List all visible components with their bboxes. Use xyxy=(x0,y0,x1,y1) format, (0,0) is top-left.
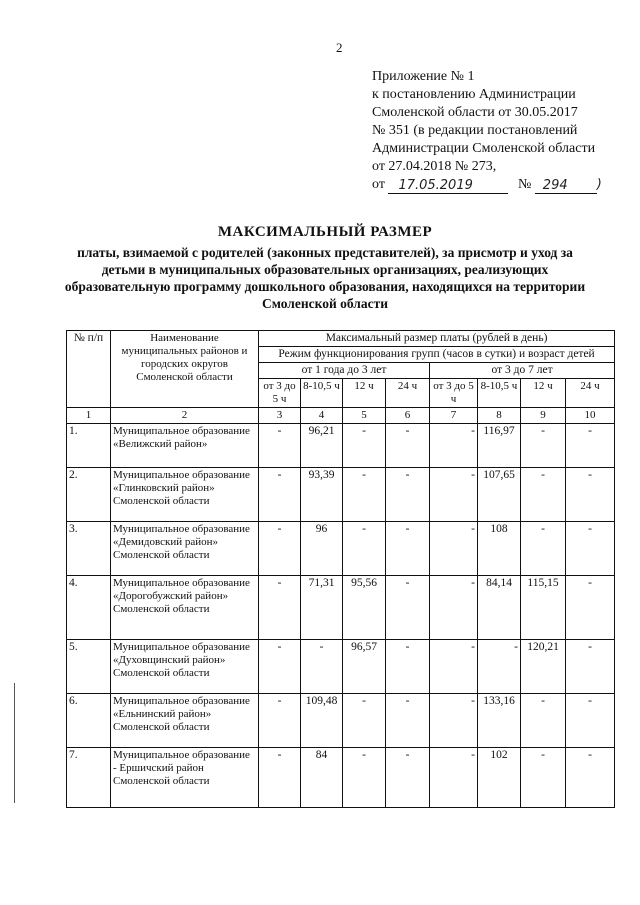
column-number: 3 xyxy=(259,408,301,424)
fee-value: - xyxy=(566,640,615,694)
header-mode: 24 ч xyxy=(566,379,615,408)
header-district-name: Наименование муниципальных районов и городских округов Смоленской области xyxy=(111,331,259,408)
document-subtitle: платы, взимаемой с родителей (законных представителей), за присмотр и уход за детьми в муниципальных образовательных организациях, реализующих образовательную программу дошкольного образования, находящихся на территории Смоленской области xyxy=(64,245,586,311)
table-row xyxy=(67,576,615,640)
header-mode: 24 ч xyxy=(386,379,430,408)
fee-value: - xyxy=(386,468,430,522)
fee-value: - xyxy=(521,522,566,576)
fee-value: - xyxy=(386,424,430,468)
fee-value: 84 xyxy=(301,748,343,808)
fee-value: - xyxy=(259,522,301,576)
district-name: Муниципальное образование «Глинковский район» Смоленской области xyxy=(111,468,259,522)
amendment-date-line xyxy=(372,176,632,196)
district-name: Муниципальное образование «Духовщинский район» Смоленской области xyxy=(111,640,259,694)
fee-value: 107,65 xyxy=(478,468,521,522)
fee-value: 96,57 xyxy=(343,640,386,694)
column-number: 1 xyxy=(67,408,111,424)
column-number: 4 xyxy=(301,408,343,424)
header-number: № п/п xyxy=(67,331,111,408)
fee-value: - xyxy=(386,694,430,748)
fee-value: - xyxy=(521,694,566,748)
district-name: Муниципальное образование «Ельнинский район» Смоленской области xyxy=(111,694,259,748)
column-number: 5 xyxy=(343,408,386,424)
header-group-mode: Режим функционирования групп (часов в сутки) и возраст детей xyxy=(259,347,615,363)
row-number: 5. xyxy=(67,640,111,694)
fee-value: - xyxy=(301,640,343,694)
column-number: 2 xyxy=(111,408,259,424)
fee-value: 109,48 xyxy=(301,694,343,748)
table-row xyxy=(67,748,615,808)
appendix-line: № 351 (в редакции постановлений xyxy=(372,123,578,138)
fee-value: - xyxy=(430,694,478,748)
column-number: 9 xyxy=(521,408,566,424)
fee-value: - xyxy=(259,468,301,522)
fee-value: - xyxy=(566,424,615,468)
fee-value: 84,14 xyxy=(478,576,521,640)
fee-value: - xyxy=(386,748,430,808)
header-mode: 12 ч xyxy=(521,379,566,408)
fee-value: - xyxy=(343,424,386,468)
header-mode: 8-10,5 ч xyxy=(478,379,521,408)
fee-value: - xyxy=(566,468,615,522)
fee-value: - xyxy=(566,694,615,748)
district-name: Муниципальное образование - Ершичский район Смоленской области xyxy=(111,748,259,808)
fee-value: 120,21 xyxy=(521,640,566,694)
appendix-line: Администрации Смоленской области xyxy=(372,141,596,156)
header-age-1-3: от 1 года до 3 лет xyxy=(259,363,430,379)
fee-value: - xyxy=(430,468,478,522)
handwritten-number-field xyxy=(535,177,597,194)
fee-value: - xyxy=(566,576,615,640)
fee-value: - xyxy=(259,748,301,808)
row-number: 4. xyxy=(67,576,111,640)
fee-value: - xyxy=(343,694,386,748)
district-name: Муниципальное образование «Дорогобужский район» Смоленской области xyxy=(111,576,259,640)
fee-value: - xyxy=(343,522,386,576)
fee-table xyxy=(66,330,615,808)
handwritten-date: 17.05.2019 xyxy=(398,178,473,193)
fee-value: - xyxy=(259,576,301,640)
fee-value: - xyxy=(521,468,566,522)
fee-value: - xyxy=(430,748,478,808)
fee-value: - xyxy=(521,424,566,468)
fee-value: 133,16 xyxy=(478,694,521,748)
fee-value: - xyxy=(430,640,478,694)
fee-value: - xyxy=(386,576,430,640)
page-number: 2 xyxy=(336,40,343,55)
appendix-line: Смоленской области от 30.05.2017 xyxy=(372,105,578,120)
fee-value: 102 xyxy=(478,748,521,808)
row-number: 2. xyxy=(67,468,111,522)
fee-value: - xyxy=(478,640,521,694)
table-row xyxy=(67,424,615,468)
table-row xyxy=(67,468,615,522)
appendix-block xyxy=(372,68,632,196)
column-number-row xyxy=(67,408,615,424)
fee-value: - xyxy=(566,522,615,576)
fee-value: 95,56 xyxy=(343,576,386,640)
fee-value: - xyxy=(430,522,478,576)
closing-paren: ) xyxy=(596,177,602,192)
header-mode: от 3 до 5 ч xyxy=(430,379,478,408)
appendix-line: от 27.04.2018 № 273, xyxy=(372,159,497,174)
document-title: МАКСИМАЛЬНЫЙ РАЗМЕР xyxy=(217,224,433,240)
fee-value: 115,15 xyxy=(521,576,566,640)
handwritten-number: 294 xyxy=(542,178,568,193)
appendix-line: Приложение № 1 xyxy=(372,69,475,84)
fee-value: - xyxy=(259,424,301,468)
table-row xyxy=(67,640,615,694)
fee-value: - xyxy=(386,522,430,576)
scan-edge-mark xyxy=(14,683,15,803)
row-number: 3. xyxy=(67,522,111,576)
column-number: 10 xyxy=(566,408,615,424)
no-label: № xyxy=(517,177,532,192)
header-mode: от 3 до 5 ч xyxy=(259,379,301,408)
handwritten-date-field xyxy=(388,177,508,194)
fee-value: - xyxy=(430,576,478,640)
fee-value: - xyxy=(386,640,430,694)
column-number: 7 xyxy=(430,408,478,424)
table-row xyxy=(67,694,615,748)
fee-value: - xyxy=(343,468,386,522)
fee-value: 96,21 xyxy=(301,424,343,468)
row-number: 1. xyxy=(67,424,111,468)
fee-value: - xyxy=(430,424,478,468)
row-number: 6. xyxy=(67,694,111,748)
header-mode: 8-10,5 ч xyxy=(301,379,343,408)
column-number: 8 xyxy=(478,408,521,424)
header-max-fee: Максимальный размер платы (рублей в день) xyxy=(259,331,615,347)
row-number: 7. xyxy=(67,748,111,808)
district-name: Муниципальное образование «Велижский район» xyxy=(111,424,259,468)
fee-value: 71,31 xyxy=(301,576,343,640)
district-name: Муниципальное образование «Демидовский район» Смоленской области xyxy=(111,522,259,576)
fee-value: - xyxy=(521,748,566,808)
fee-value: 93,39 xyxy=(301,468,343,522)
fee-value: - xyxy=(259,640,301,694)
fee-value: - xyxy=(343,748,386,808)
fee-value: - xyxy=(566,748,615,808)
table-row xyxy=(67,522,615,576)
fee-value: 108 xyxy=(478,522,521,576)
fee-value: - xyxy=(259,694,301,748)
column-number: 6 xyxy=(386,408,430,424)
header-mode: 12 ч xyxy=(343,379,386,408)
fee-value: 116,97 xyxy=(478,424,521,468)
ot-label: от xyxy=(372,177,385,192)
header-age-3-7: от 3 до 7 лет xyxy=(430,363,615,379)
fee-value: 96 xyxy=(301,522,343,576)
appendix-line: к постановлению Администрации xyxy=(372,87,576,102)
